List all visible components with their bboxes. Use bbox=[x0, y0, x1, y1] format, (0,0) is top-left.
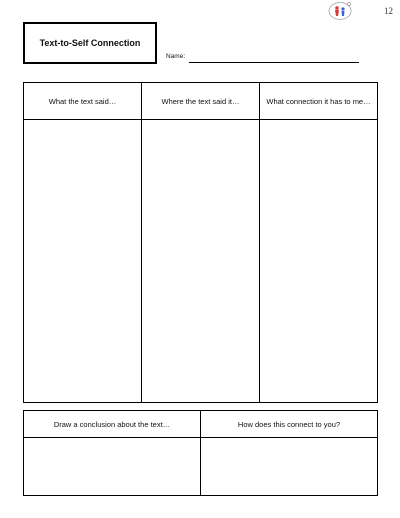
what-text-said-cell[interactable] bbox=[24, 120, 142, 403]
connection-table bbox=[23, 82, 378, 403]
conclusion-table bbox=[23, 410, 378, 496]
conclusion-cell[interactable] bbox=[24, 438, 201, 496]
conclusion-table-body-row bbox=[24, 438, 378, 496]
where-text-said-cell[interactable] bbox=[142, 120, 260, 403]
column-header-where-text-said: Where the text said it… bbox=[142, 83, 260, 120]
name-field[interactable] bbox=[189, 62, 359, 63]
column-header-conclusion: Draw a conclusion about the text… bbox=[24, 411, 201, 438]
connection-table-header-row bbox=[24, 83, 378, 120]
page-number: 12 bbox=[384, 6, 393, 16]
page-title: Text-to-Self Connection bbox=[39, 38, 141, 48]
connection-table-body-row bbox=[24, 120, 378, 403]
column-header-what-text-said: What the text said… bbox=[24, 83, 142, 120]
column-header-connection: What connection it has to me… bbox=[260, 83, 378, 120]
connect-to-you-cell[interactable] bbox=[201, 438, 378, 496]
school-logo-icon bbox=[327, 1, 353, 21]
column-header-connect-to-you: How does this connect to you? bbox=[201, 411, 378, 438]
conclusion-table-header-row bbox=[24, 411, 378, 438]
name-label: Name: bbox=[166, 53, 186, 60]
title-box bbox=[23, 22, 157, 64]
connection-cell[interactable] bbox=[260, 120, 378, 403]
